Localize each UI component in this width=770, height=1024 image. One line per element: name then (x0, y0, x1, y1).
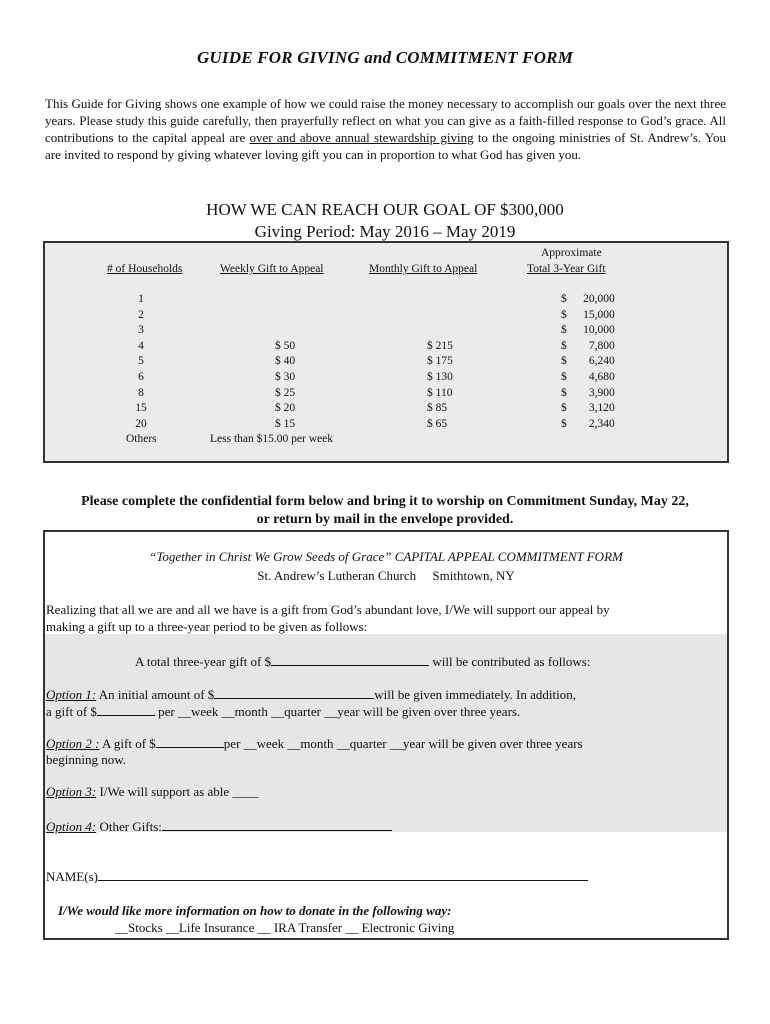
goal-title: HOW WE CAN REACH OUR GOAL OF $300,000 (206, 200, 564, 219)
option-1-line-2 (46, 703, 520, 720)
option-2-line-1 (46, 735, 583, 752)
households-cell: 3 (138, 324, 144, 337)
name-input[interactable] (98, 868, 588, 881)
monthly-cell: $ 65 (427, 417, 448, 430)
intro-emphasis: over and above annual stewardship giving (249, 130, 474, 145)
total-amount: 20,000 (583, 293, 615, 305)
option-1-label: Option 1: (46, 687, 97, 702)
option-1-gift-input[interactable] (97, 703, 155, 716)
giving-table (43, 241, 729, 463)
instructions-line-1: Please complete the confidential form below and bring it to worship on Commitment Sunday, May 22, (81, 494, 689, 509)
total-currency: $ (561, 402, 567, 415)
households-cell: 4 (138, 339, 144, 352)
total-cell (561, 355, 615, 367)
church-line (45, 568, 727, 584)
header-total: Total 3-Year Gift (527, 263, 606, 275)
option-3-text: I/We will support as able ____ (96, 784, 259, 799)
option-1-text: An initial amount of $ (96, 687, 215, 702)
commitment-form (43, 530, 729, 940)
total-gift-suffix: will be contributed as follows: (429, 654, 591, 669)
total-currency: $ (561, 293, 567, 305)
weekly-cell: $ 20 (275, 402, 296, 415)
form-instructions (0, 493, 770, 529)
households-cell: 2 (138, 308, 144, 321)
option-2-label: Option 2 : (46, 736, 100, 751)
option-1-frequency[interactable]: per __week __month __quarter __year will be given over three years. (154, 704, 521, 719)
total-amount: 7,800 (588, 339, 615, 352)
total-currency: $ (561, 371, 567, 383)
weekly-cell: $ 50 (275, 339, 296, 352)
weekly-cell: $ 30 (275, 371, 296, 383)
option-1-line-1 (46, 686, 576, 703)
church-location: Smithtown, NY (432, 568, 515, 583)
realizing-line-2: making a gift up to a three-year period to be given as follows: (46, 619, 368, 634)
donation-ways[interactable]: __Stocks __Life Insurance __ IRA Transfer __ Electronic Giving (115, 920, 455, 935)
option-1-gift-label: a gift of $ (46, 704, 97, 719)
option-4-text: Other Gifts: (96, 819, 162, 834)
total-cell (561, 293, 615, 305)
households-cell: 8 (138, 386, 144, 399)
option-1-text-end: will be given immediately. In addition, (374, 687, 576, 702)
households-cell: 20 (135, 417, 147, 430)
option-4-label: Option 4: (46, 819, 97, 834)
instructions-line-2: or return by mail in the envelope provided. (256, 512, 514, 527)
households-cell: 1 (138, 293, 144, 305)
form-title: “Together in Christ We Grow Seeds of Grace” CAPITAL APPEAL COMMITMENT FORM (149, 549, 623, 564)
intro-text: This Guide for Giving shows one example of how we could raise the money necessary to accomplish our goals over the next three years. Please study this guide carefully, then prayerfully reflect on what you can give as a faith-filled response to God’s grace. All contributions to the capital appeal are (45, 96, 726, 145)
monthly-cell: $ 215 (427, 339, 453, 352)
total-currency: $ (561, 324, 567, 337)
total-cell (561, 371, 615, 383)
total-gift-label: A total three-year gift of $ (135, 654, 272, 669)
intro-paragraph (45, 95, 726, 163)
name-label: NAME(s) (46, 869, 98, 884)
intro-text-end: to the ongoing ministries of St. Andrew’s. You are invited to respond by giving whatever loving gift you can in proportion to what God has given you. (45, 130, 726, 162)
weekly-cell: $ 15 (275, 417, 296, 430)
initial-amount-input[interactable] (214, 686, 374, 699)
header-households: # of Households (107, 263, 183, 275)
goal-heading (0, 199, 770, 243)
header-monthly: Monthly Gift to Appeal (369, 263, 478, 275)
option-3-line[interactable] (46, 784, 258, 800)
total-currency: $ (561, 386, 567, 399)
total-cell (561, 309, 615, 321)
households-cell: 6 (138, 371, 144, 383)
total-gift-input[interactable] (271, 653, 429, 666)
total-amount: 3,120 (588, 402, 615, 415)
others-label: Others (126, 433, 157, 445)
option-2-line-2: beginning now. (46, 752, 127, 767)
total-amount: 3,900 (588, 386, 615, 399)
total-currency: $ (561, 355, 567, 368)
weekly-cell: $ 25 (275, 386, 296, 399)
realizing-line-1: Realizing that all we are and all we have is a gift from God’s abundant love, I/We will support our appeal by (46, 602, 610, 617)
total-cell (561, 387, 615, 399)
households-cell: 15 (135, 402, 147, 415)
total-currency: $ (561, 339, 567, 352)
monthly-cell: $ 85 (427, 402, 448, 415)
monthly-cell: $ 175 (427, 355, 453, 368)
giving-period: Giving Period: May 2016 – May 2019 (254, 222, 516, 241)
households-cell: 5 (138, 355, 144, 368)
total-amount: 10,000 (583, 324, 615, 337)
others-note: Less than $15.00 per week (210, 433, 333, 445)
weekly-cell: $ 40 (275, 355, 296, 368)
total-cell (561, 340, 615, 352)
name-line (46, 868, 588, 885)
header-weekly: Weekly Gift to Appeal (220, 263, 324, 275)
church-name: St. Andrew’s Lutheran Church (257, 568, 417, 583)
total-cell (561, 324, 615, 336)
total-amount: 4,680 (588, 371, 615, 383)
option-4-line (46, 818, 392, 835)
total-gift-line (135, 653, 590, 670)
option-3-label: Option 3: (46, 784, 97, 799)
header-approximate: Approximate (541, 247, 602, 259)
option-2-gift-input[interactable] (156, 735, 224, 748)
total-currency: $ (561, 417, 567, 430)
total-currency: $ (561, 308, 567, 321)
total-amount: 15,000 (583, 308, 615, 321)
total-cell (561, 418, 615, 430)
info-line: I/We would like more information on how to donate in the following way: (58, 903, 452, 918)
total-amount: 2,340 (588, 417, 615, 430)
monthly-cell: $ 130 (427, 371, 453, 383)
option-2-text: A gift of $ (99, 736, 156, 751)
total-cell (561, 402, 615, 414)
other-gifts-input[interactable] (162, 818, 392, 831)
option-2-frequency[interactable]: per __week __month __quarter __year will be given over three years (223, 736, 583, 751)
page-title: GUIDE FOR GIVING and COMMITMENT FORM (196, 48, 574, 67)
total-amount: 6,240 (588, 355, 615, 368)
monthly-cell: $ 110 (427, 386, 453, 399)
